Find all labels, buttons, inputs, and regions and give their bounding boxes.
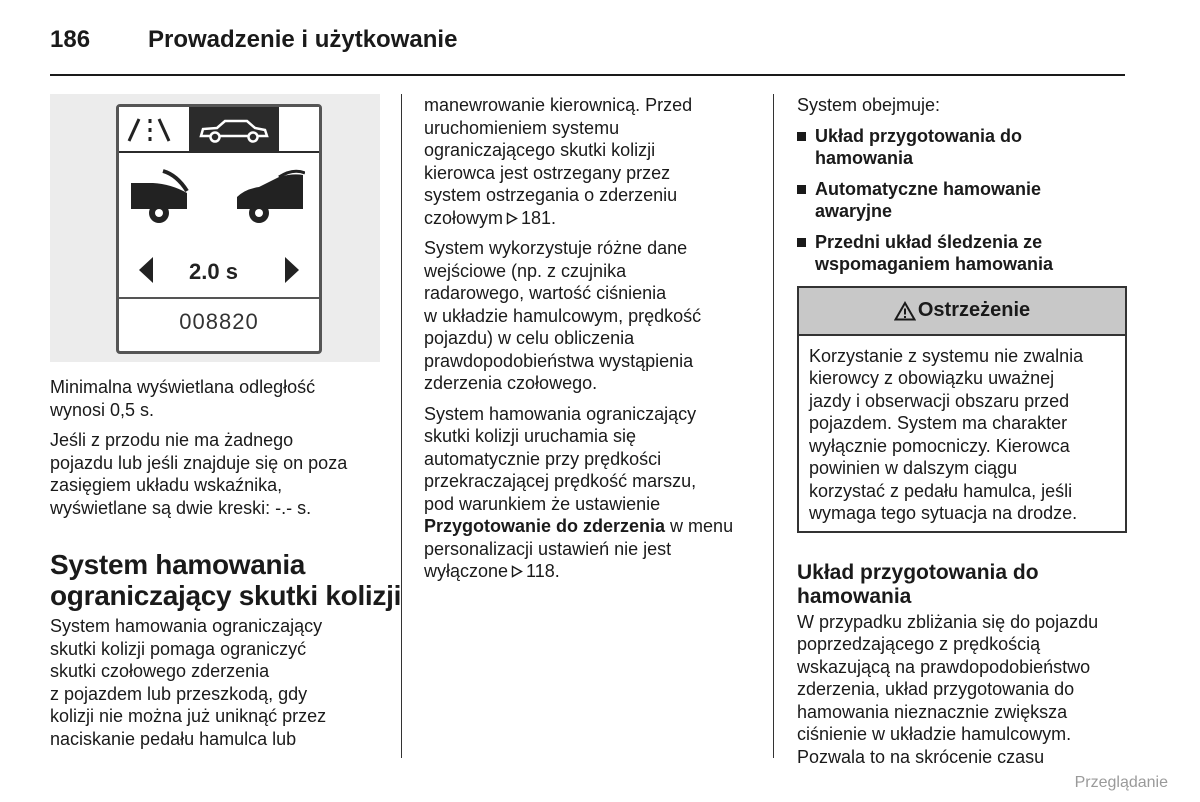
arrow-left-icon xyxy=(137,255,155,285)
cross-reference-icon xyxy=(511,565,523,578)
column-left xyxy=(50,94,402,758)
column-divider xyxy=(773,94,774,758)
list-item: Układ przygotowania do hamowania xyxy=(797,125,1127,170)
column-right xyxy=(797,94,1127,776)
car-side-icon xyxy=(189,107,279,151)
paragraph: Jeśli z przodu nie ma żadnego pojazdu lub jeśli znajduje się on poza zasięgiem układu wskaźnika, wyświetlane są dwie kreski: -.- s. xyxy=(50,430,348,518)
warning-header xyxy=(799,288,1125,336)
warning-box xyxy=(797,286,1127,533)
paragraph: Minimalna wyświetlana odległość wynosi 0,5 s. xyxy=(50,377,316,420)
page-number: 186 xyxy=(50,26,91,53)
arrow-right-icon xyxy=(283,255,301,285)
column-divider xyxy=(401,94,402,758)
vehicle-tab xyxy=(189,107,279,151)
paragraph: W przypadku zbliżania się do pojazdu poprzedzającego z prędkością wskazującą na prawdopodobieństwo zderzenia, układ przygotowania do hamowania nieznacznie zwiększa ciśnienie w układzie hamulcowym. Pozwala to na skrócenie czasu xyxy=(797,611,1099,767)
display-illustration xyxy=(50,94,380,362)
square-bullet-icon xyxy=(797,132,806,141)
footer-label: Przeglądanie xyxy=(1074,774,1168,791)
odometer-value: 008820 xyxy=(179,309,259,334)
car-front-icon xyxy=(233,169,305,227)
paragraph: manewrowanie kierownicą. Przed uruchomieniem systemu ograniczającego skutki kolizji kierowca jest ostrzegany przez system ostrzegania o zderzeniu czołowym 181. xyxy=(424,95,693,228)
lane-tab xyxy=(119,107,189,151)
paragraph: System obejmuje: xyxy=(797,95,941,115)
menu-setting-name: Przygotowanie do zderzenia xyxy=(424,516,666,536)
instrument-display xyxy=(116,104,322,354)
page-reference-link[interactable]: 181. xyxy=(521,207,557,228)
square-bullet-icon xyxy=(797,185,806,194)
lane-markings-icon xyxy=(119,107,189,151)
paragraph: System hamowania ograniczający skutki kolizji pomaga ograniczyć skutki czołowego zderzenia z pojazdem lub przeszkodą, gdy kolizji nie można już uniknąć przez naciskanie pedału hamulca lub xyxy=(50,616,327,749)
cross-reference-icon xyxy=(506,212,518,225)
paragraph: System wykorzystuje różne dane wejściowe (np. z czujnika radarowego, wartość ciśnienia w układzie hamulcowym, prędkość pojazdu) w celu obliczenia prawdopodobieństwa wystąpienia zderzenia czołowego. xyxy=(424,238,702,393)
feature-list xyxy=(797,125,1127,276)
page-title: Prowadzenie i użytkowanie xyxy=(148,26,458,53)
list-item: Automatyczne hamowanie awaryjne xyxy=(797,178,1127,223)
page-reference-link[interactable]: 118. xyxy=(526,561,560,581)
list-item: Przedni układ śledzenia ze wspomaganiem hamowania xyxy=(797,231,1127,276)
section-heading: System hamowania ograniczający skutki kolizji xyxy=(50,549,402,611)
warning-title: Ostrzeżenie xyxy=(917,299,1031,321)
header-rule xyxy=(50,74,1125,76)
gap-value: 2.0 s xyxy=(189,259,238,284)
warning-triangle-icon xyxy=(894,301,916,321)
square-bullet-icon xyxy=(797,238,806,247)
column-middle xyxy=(424,94,759,591)
warning-body: Korzystanie z systemu nie zwalnia kierowcy z obowiązku uważnej jazdy i obserwacji obszaru przed pojazdem. System ma charakter wyłącznie pomocniczy. Kierowca powinien w dalszym ciągu korzystać z pedału hamulca, jeśli wymaga tego sytuacja na drodze. xyxy=(809,345,1084,523)
paragraph: System hamowania ograniczający skutki kolizji uruchamia się automatycznie przy prędkości przekraczającej prędkość marszu, pod warunkiem że ustawienie Przygotowanie do zderzenia w menu personalizacji ustawień nie jest wyłączone 118. xyxy=(424,403,734,581)
sub-heading: Układ przygotowania do hamowania xyxy=(797,560,1039,608)
car-rear-icon xyxy=(129,169,191,227)
